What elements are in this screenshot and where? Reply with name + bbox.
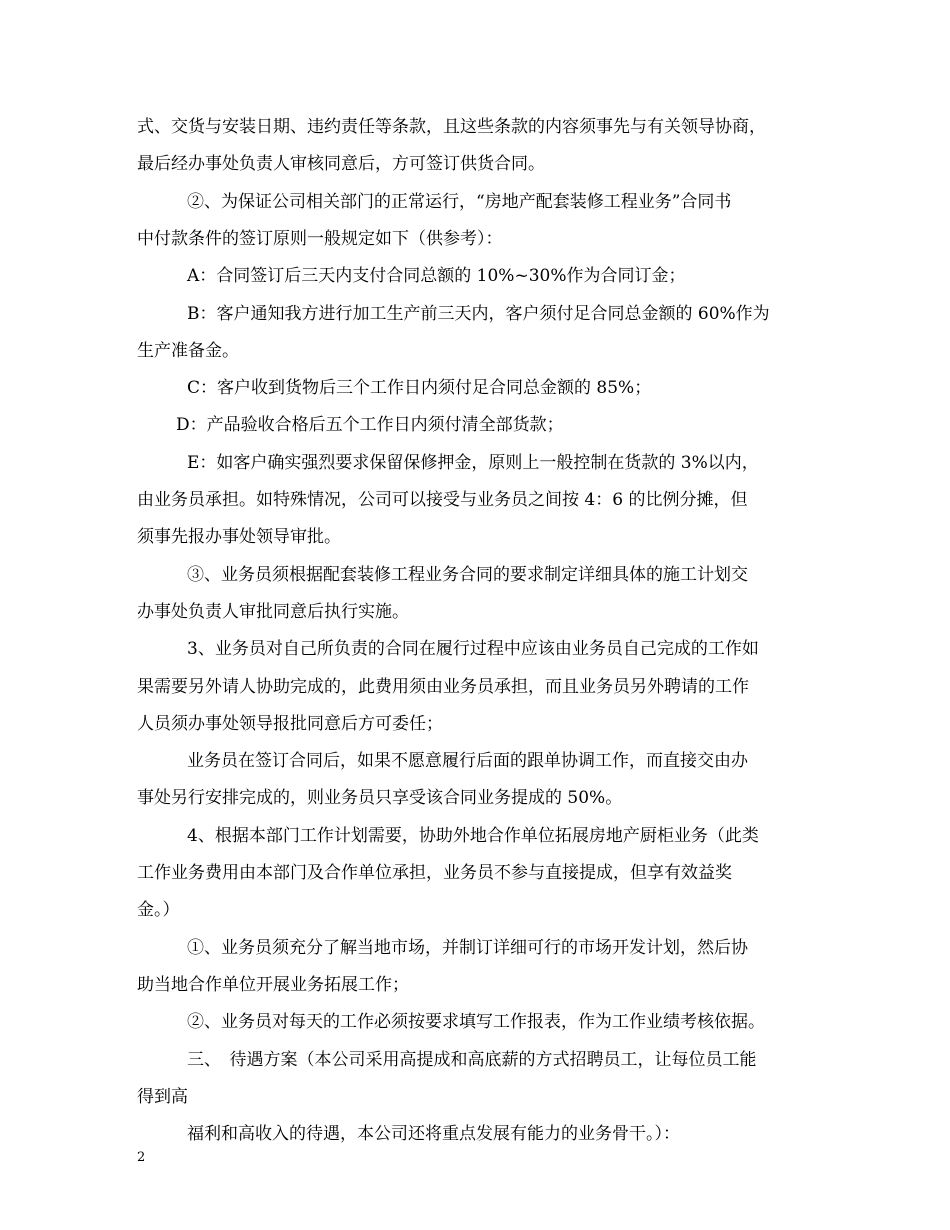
text-line: ①、业务员须充分了解当地市场，并制订详细可行的市场开发计划，然后协 bbox=[187, 938, 748, 958]
text-line: 办事处负责人审批同意后执行实施。 bbox=[137, 602, 409, 622]
text-line: 助当地合作单位开展业务拓展工作； bbox=[137, 975, 409, 995]
text-line: A：合同签订后三天内支付合同总额的 10%~30%作为合同订金； bbox=[187, 266, 686, 286]
text-line: B：客户通知我方进行加工生产前三天内，客户须付足合同总金额的 60%作为 bbox=[187, 304, 770, 324]
text-line: 事处另行安排完成的，则业务员只享受该合同业务提成的 50%。 bbox=[137, 788, 623, 808]
text-line: 业务员在签订合同后，如果不愿意履行后面的跟单协调工作，而直接交由办 bbox=[187, 751, 748, 771]
text-line: 4、根据本部门工作计划需要，协助外地合作单位拓展房地产厨柜业务（此类 bbox=[187, 826, 759, 846]
text-line: 最后经办事处负责人审核同意后，方可签订供货合同。 bbox=[137, 154, 545, 174]
text-line: 果需要另外请人协助完成的，此费用须由业务员承担，而且业务员另外聘请的工作 bbox=[137, 677, 749, 697]
text-line: 式、交货与安装日期、违约责任等条款，且这些条款的内容须事先与有关领导协商， bbox=[137, 117, 766, 137]
text-line: 由业务员承担。如特殊情况，公司可以接受与业务员之间按 4：6 的比例分摊，但 bbox=[137, 490, 748, 510]
text-line: 金。） bbox=[137, 900, 180, 920]
text-line: 三、 待遇方案（本公司采用高提成和高底薪的方式招聘员工，让每位员工能 bbox=[187, 1050, 757, 1070]
text-line: C：客户收到货物后三个工作日内须付足合同总金额的 85%； bbox=[187, 378, 652, 398]
text-line: ③、业务员须根据配套装修工程业务合同的要求制定详细具体的施工计划交 bbox=[187, 565, 748, 585]
text-line: ②、业务员对每天的工作必须按要求填写工作报表，作为工作业绩考核依据。 bbox=[187, 1012, 765, 1032]
text-line: E：如客户确实强烈要求保留保修押金，原则上一般控制在货款的 3%以内， bbox=[187, 453, 759, 473]
text-line: 人员须办事处领导报批同意后方可委任； bbox=[137, 714, 443, 734]
text-line: 工作业务费用由本部门及合作单位承担，业务员不参与直接提成，但享有效益奖 bbox=[137, 863, 732, 883]
text-line: 3、业务员对自己所负责的合同在履行过程中应该由业务员自己完成的工作如 bbox=[187, 639, 759, 659]
text-line: 须事先报办事处领导审批。 bbox=[137, 527, 341, 547]
text-line: D：产品验收合格后五个工作日内须付清全部货款； bbox=[176, 415, 564, 435]
text-line: 福利和高收入的待遇，本公司还将重点发展有能力的业务骨干。）： bbox=[187, 1124, 680, 1144]
text-line: 得到高 bbox=[137, 1087, 188, 1107]
text-line: ②、为保证公司相关部门的正常运行，“房地产配套装修工程业务”合同书 bbox=[187, 192, 732, 212]
text-line: 中付款条件的签订原则一般规定如下（供参考）： bbox=[137, 229, 503, 249]
page-number: 2 bbox=[137, 1150, 146, 1165]
text-line: 生产准备金。 bbox=[137, 341, 239, 361]
